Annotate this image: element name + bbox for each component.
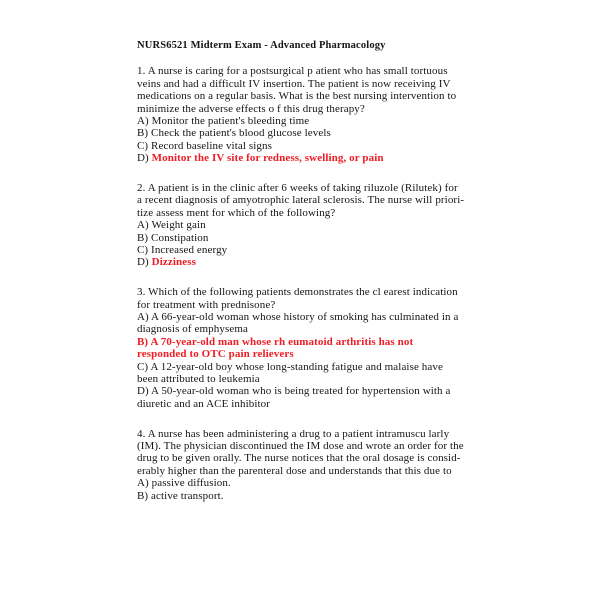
question-3 [137,286,473,410]
question-text: D) [137,256,152,269]
question-text: B) active transport. [137,489,224,502]
question-line [137,115,473,127]
question-line [137,65,473,77]
question-text: A) Weight gain [137,219,206,232]
correct-answer-text: B) A 70-year-old man whose rh eumatoid arthritis has not [137,335,414,348]
question-line [137,232,473,244]
question-text: B) Constipation [137,231,209,244]
question-line [137,465,473,477]
question-line [137,299,473,311]
question-line [137,336,473,348]
question-text: A) A 66-year-old woman whose history of smoking has culminated in a [137,311,459,324]
question-text: diagnosis of emphysema [137,323,248,336]
question-text: A) passive diffusion. [137,477,231,490]
question-line [137,373,473,385]
question-4 [137,428,473,502]
question-line [137,361,473,373]
question-line [137,244,473,256]
question-text: diuretic and an ACE inhibitor [137,397,271,410]
correct-answer-text: responded to OTC pain relievers [137,348,294,361]
correct-answer-text: Monitor the IV site for redness, swelling, or pain [151,152,384,165]
question-line [137,140,473,152]
exam-document [137,40,473,520]
question-text: D) A 50-year-old woman who is being treated for hypertension with a [137,385,451,398]
question-line [137,78,473,90]
question-line [137,219,473,231]
document-title: NURS6521 Midterm Exam - Advanced Pharmacology [137,40,386,51]
question-text: B) Check the patient's blood glucose levels [137,127,331,140]
question-text: a recent diagnosis of amyotrophic lateral sclerosis. The nurse will priori- [137,194,465,207]
question-text: C) A 12-year-old boy whose long-standing fatigue and malaise have [137,360,443,373]
question-line [137,127,473,139]
question-text: C) Increased energy [137,243,228,256]
question-text: tize assess ment for which of the following? [137,206,336,219]
question-text: for treatment with prednisone? [137,298,276,311]
question-line [137,490,473,502]
question-line [137,398,473,410]
question-text: 4. A nurse has been administering a drug to a patient intramuscu larly [137,427,450,440]
question-2 [137,182,473,269]
question-line [137,311,473,323]
question-text: D) [137,152,152,165]
question-line [137,256,473,268]
question-line [137,477,473,489]
question-line [137,194,473,206]
question-line [137,182,473,194]
question-line [137,428,473,440]
question-line [137,286,473,298]
question-list [137,65,473,502]
question-text: (IM). The physician discontinued the IM dose and wrote an order for the [137,440,464,453]
question-line [137,452,473,464]
question-text: A) Monitor the patient's bleeding time [137,114,310,127]
question-text: erably higher than the parenteral dose and understands that this due to [137,464,452,477]
question-line [137,152,473,164]
question-text: veins and had a difficult IV insertion. The patient is now receiving IV [137,77,451,90]
question-line [137,323,473,335]
question-text: C) Record baseline vital signs [137,139,272,152]
question-line [137,440,473,452]
question-text: medications on a regular basis. What is the best nursing intervention to [137,90,457,103]
question-text: drug to be given orally. The nurse notices that the oral dosage is consid- [137,452,461,465]
question-line [137,348,473,360]
question-1 [137,65,473,164]
question-line [137,207,473,219]
question-line [137,90,473,102]
correct-answer-text: Dizziness [151,256,196,269]
question-text: been attributed to leukemia [137,373,260,385]
question-text: 2. A patient is in the clinic after 6 weeks of taking riluzole (Rilutek) for [137,182,458,195]
question-text: 1. A nurse is caring for a postsurgical p atient who has small tortuous [137,65,448,78]
question-line [137,103,473,115]
question-text: minimize the adverse effects o f this drug therapy? [137,102,365,115]
question-text: 3. Which of the following patients demonstrates the cl earest indication [137,286,458,299]
question-line [137,385,473,397]
